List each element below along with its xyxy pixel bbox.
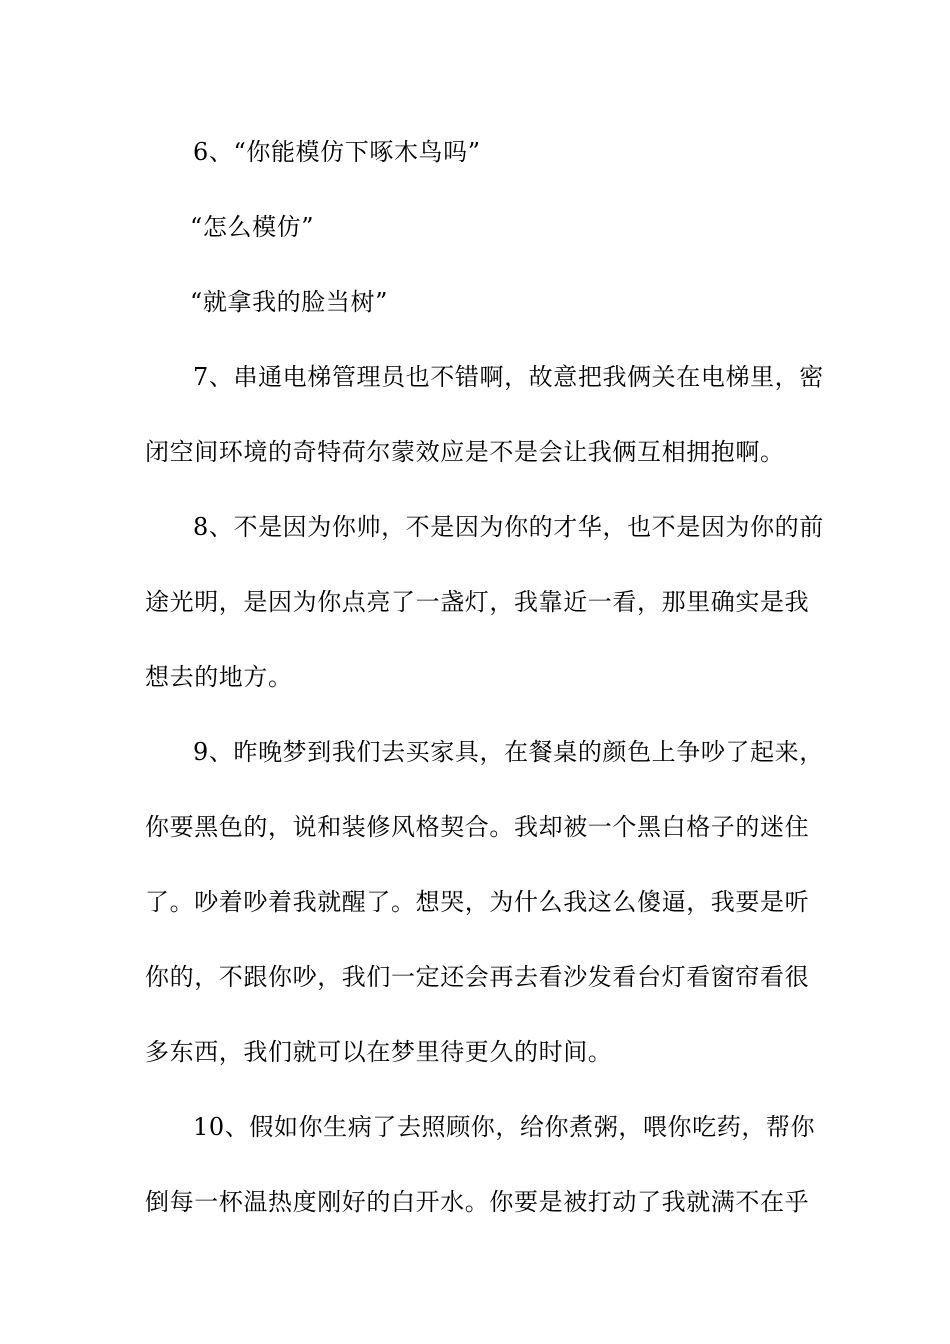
paragraph-7-line-1: 7、串通电梯管理员也不错啊，故意把我俩关在电梯里，密: [193, 363, 824, 391]
paragraph-7-line-2: 闭空间环境的奇特荷尔蒙效应是不是会让我俩互相拥抱啊。: [145, 438, 785, 466]
paragraph-6-line-1: 6、“你能模仿下啄木鸟吗”: [193, 138, 481, 166]
paragraph-9-line-4: 你的，不跟你吵，我们一定还会再去看沙发看台灯看窗帘看很: [145, 963, 810, 991]
paragraph-9-line-3: 了。吵着吵着我就醒了。想哭，为什么我这么傻逼，我要是听: [145, 888, 810, 916]
paragraph-8-line-1: 8、不是因为你帅，不是因为你的才华，也不是因为你的前: [193, 513, 824, 541]
paragraph-10-line-2: 倒每一杯温热度刚好的白开水。你要是被打动了我就满不在乎: [145, 1188, 810, 1216]
paragraph-9-line-1: 9、昨晚梦到我们去买家具，在餐桌的颜色上争吵了起来，: [193, 738, 824, 766]
paragraph-8-line-2: 途光明，是因为你点亮了一盏灯，我靠近一看，那里确实是我: [145, 588, 810, 616]
paragraph-6-line-2: “怎么模仿”: [190, 213, 315, 241]
paragraph-10-line-1: 10、假如你生病了去照顾你，给你煮粥，喂你吃药，帮你: [193, 1113, 816, 1141]
paragraph-9-line-5: 多东西，我们就可以在梦里待更久的时间。: [145, 1038, 613, 1066]
paragraph-9-line-2: 你要黑色的，说和装修风格契合。我却被一个黑白格子的迷住: [145, 813, 810, 841]
paragraph-8-line-3: 想去的地方。: [145, 663, 293, 691]
paragraph-6-line-3: “就拿我的脸当树”: [190, 288, 388, 316]
